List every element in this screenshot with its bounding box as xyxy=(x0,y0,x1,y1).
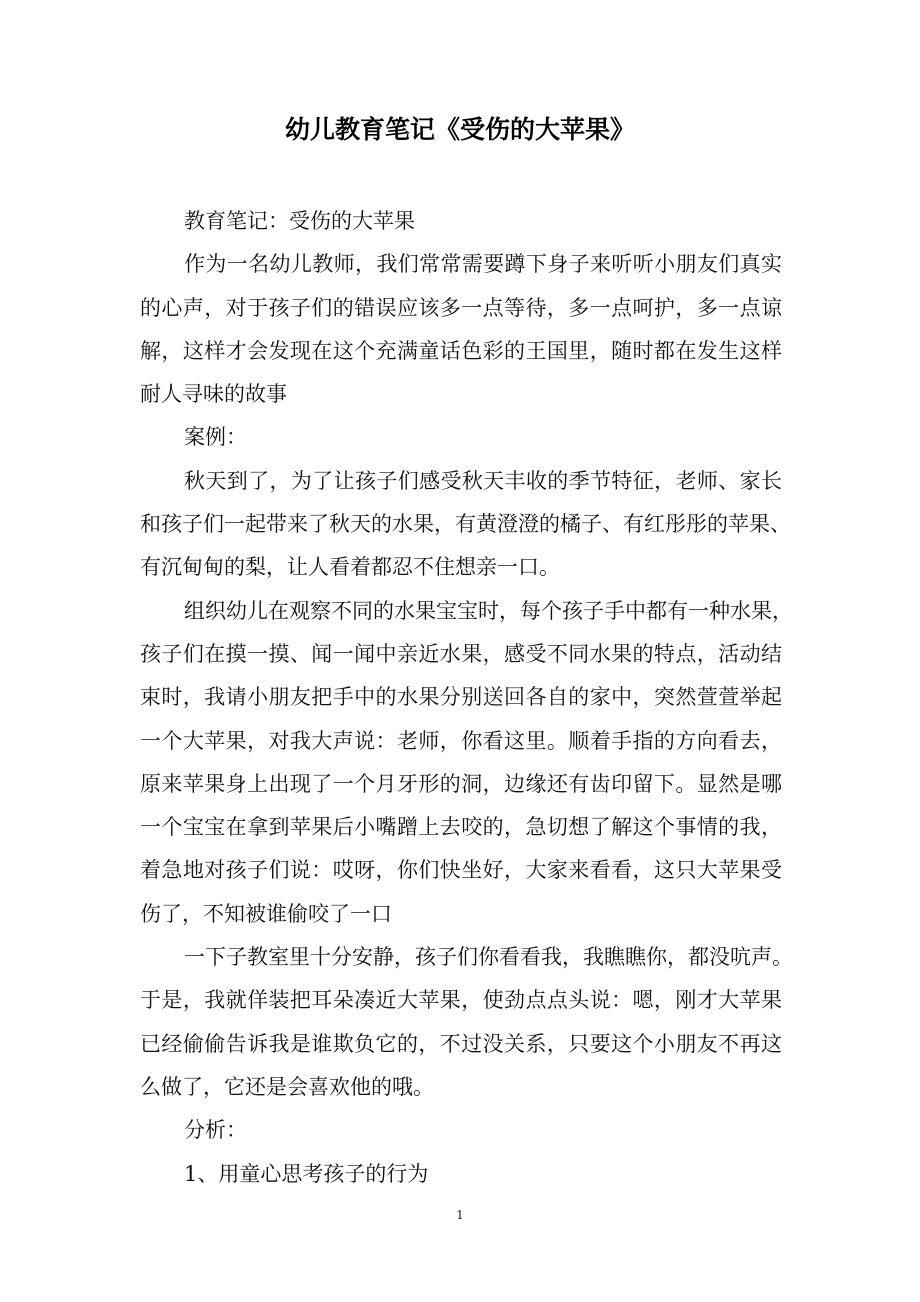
paragraph-line: 有沉甸甸的梨，让人看着都忍不住想亲一口。 xyxy=(140,555,560,580)
paragraph-line: 作为一名幼儿教师，我们常常需要蹲下身子来听听小朋友们真实 xyxy=(184,252,782,277)
paragraph-line: 解，这样才会发现在这个充满童话色彩的王国里，随时都在发生这样 xyxy=(140,338,782,363)
section-heading-analysis: 分析： xyxy=(184,1118,247,1143)
paragraph-line: 着急地对孩子们说：哎呀，你们快坐好，大家来看看，这只大苹果受 xyxy=(140,858,782,883)
paragraph-line: 原来苹果身上出现了一个月牙形的洞，边缘还有齿印留下。显然是哪 xyxy=(140,771,782,796)
paragraph-line: 伤了，不知被谁偷咬了一口 xyxy=(140,901,392,926)
paragraph-line: 么做了，它还是会喜欢他的哦。 xyxy=(140,1074,434,1099)
paragraph-line: 的心声，对于孩子们的错误应该多一点等待，多一点呵护，多一点谅 xyxy=(140,295,782,320)
paragraph-line: 组织幼儿在观察不同的水果宝宝时，每个孩子手中都有一种水果， xyxy=(184,598,793,623)
paragraph-line: 耐人寻味的故事 xyxy=(140,382,287,407)
section-heading-case: 案例： xyxy=(184,425,247,450)
paragraph-line: 教育笔记：受伤的大苹果 xyxy=(184,209,415,233)
paragraph-line: 束时，我请小朋友把手中的水果分别送回各自的家中，突然萱萱举起 xyxy=(140,685,782,710)
paragraph-line: 孩子们在摸一摸、闻一闻中亲近水果，感受不同水果的特点，活动结 xyxy=(140,641,782,666)
paragraph-line: 和孩子们一起带来了秋天的水果，有黄澄澄的橘子、有红彤彤的苹果、 xyxy=(140,512,791,537)
paragraph-line: 秋天到了，为了让孩子们感受秋天丰收的季节特征，老师、家长 xyxy=(184,468,782,493)
document-title: 幼儿教育笔记《受伤的大苹果》 xyxy=(284,115,635,144)
paragraph-line: 已经偷偷告诉我是谁欺负它的，不过没关系，只要这个小朋友不再这 xyxy=(140,1031,782,1056)
paragraph-line: 一个宝宝在拿到苹果后小嘴蹭上去咬的，急切想了解这个事情的我， xyxy=(140,815,782,840)
list-item: 1、用童心思考孩子的行为 xyxy=(184,1161,429,1186)
paragraph-line: 一下子教室里十分安静，孩子们你看看我，我瞧瞧你，都没吭声。 xyxy=(184,945,793,970)
paragraph-line: 一个大苹果，对我大声说：老师，你看这里。顺着手指的方向看去， xyxy=(140,728,782,753)
page-number: 1 xyxy=(456,1208,464,1222)
paragraph-line: 于是，我就佯装把耳朵凑近大苹果，使劲点点头说：嗯，刚才大苹果 xyxy=(140,988,782,1013)
document-body xyxy=(140,204,793,1200)
